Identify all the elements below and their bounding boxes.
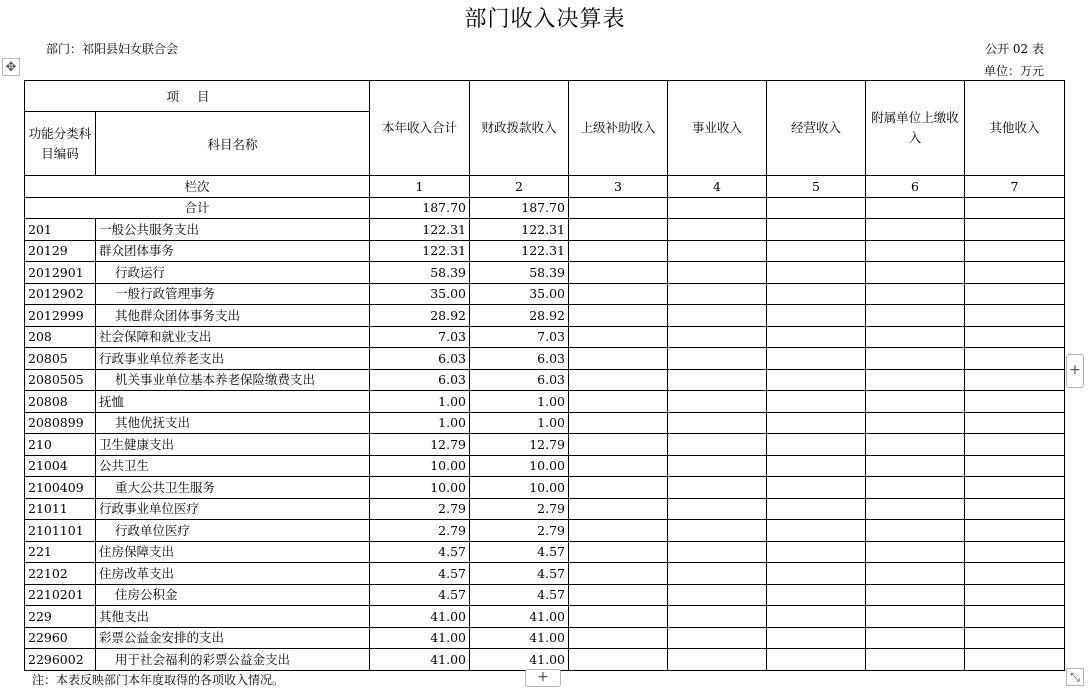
empty-cell	[767, 649, 866, 671]
empty-cell	[965, 219, 1065, 241]
table-row	[25, 412, 1065, 434]
header-col-5: 经营收入	[767, 81, 866, 176]
name-cell: 机关事业单位基本养老保险缴费支出	[96, 369, 370, 391]
name-cell: 一般公共服务支出	[96, 219, 370, 241]
empty-cell	[866, 391, 965, 413]
empty-cell	[569, 455, 668, 477]
header-col-6: 附属单位上缴收入	[866, 81, 965, 176]
total-income-cell: 10.00	[370, 455, 470, 477]
total-income-cell: 6.03	[370, 369, 470, 391]
column-number: 6	[866, 176, 965, 198]
table-row	[25, 391, 1065, 413]
empty-cell	[668, 283, 767, 305]
total-income-cell: 2.79	[370, 498, 470, 520]
empty-cell	[668, 197, 767, 219]
fiscal-income-cell: 12.79	[470, 434, 569, 456]
table-row	[25, 348, 1065, 370]
name-cell: 住房保障支出	[96, 541, 370, 563]
table-row	[25, 541, 1065, 563]
empty-cell	[866, 326, 965, 348]
code-cell: 2210201	[25, 584, 96, 606]
empty-cell	[569, 649, 668, 671]
name-cell: 抚恤	[96, 391, 370, 413]
add-column-button[interactable]: +	[1066, 354, 1084, 388]
footnote: 注：本表反映部门本年度取得的各项收入情况。	[32, 673, 285, 687]
unit-label: 单位：万元	[983, 64, 1044, 78]
empty-cell	[866, 563, 965, 585]
total-label: 合计	[25, 197, 370, 219]
empty-cell	[569, 606, 668, 628]
fiscal-income-cell: 1.00	[470, 412, 569, 434]
table-row	[25, 305, 1065, 327]
table-row	[25, 477, 1065, 499]
empty-cell	[866, 262, 965, 284]
empty-cell	[668, 348, 767, 370]
name-cell: 群众团体事务	[96, 240, 370, 262]
empty-cell	[668, 219, 767, 241]
empty-cell	[866, 649, 965, 671]
code-cell: 2080505	[25, 369, 96, 391]
table-row	[25, 326, 1065, 348]
empty-cell	[668, 627, 767, 649]
empty-cell	[767, 434, 866, 456]
table-row	[25, 455, 1065, 477]
code-cell: 221	[25, 541, 96, 563]
table-row	[25, 240, 1065, 262]
code-cell: 208	[25, 326, 96, 348]
name-cell: 行政单位医疗	[96, 520, 370, 542]
total-income-cell: 41.00	[370, 606, 470, 628]
table-row	[25, 283, 1065, 305]
empty-cell	[767, 627, 866, 649]
empty-cell	[965, 649, 1065, 671]
empty-cell	[965, 563, 1065, 585]
empty-cell	[569, 434, 668, 456]
total-income-cell: 2.79	[370, 520, 470, 542]
empty-cell	[866, 434, 965, 456]
fiscal-income-cell: 4.57	[470, 541, 569, 563]
name-cell: 行政事业单位医疗	[96, 498, 370, 520]
move-arrows-icon[interactable]: ✥	[2, 58, 20, 76]
code-cell: 2012902	[25, 283, 96, 305]
empty-cell	[569, 305, 668, 327]
fiscal-income-cell: 28.92	[470, 305, 569, 327]
table-row	[25, 498, 1065, 520]
table-row	[25, 520, 1065, 542]
code-cell: 2080899	[25, 412, 96, 434]
empty-cell	[965, 627, 1065, 649]
name-cell: 公共卫生	[96, 455, 370, 477]
total-income-cell: 1.00	[370, 391, 470, 413]
empty-cell	[569, 348, 668, 370]
empty-cell	[866, 541, 965, 563]
empty-cell	[866, 283, 965, 305]
name-cell: 重大公共卫生服务	[96, 477, 370, 499]
total-row	[25, 197, 1065, 219]
empty-cell	[569, 541, 668, 563]
empty-cell	[767, 369, 866, 391]
empty-cell	[767, 305, 866, 327]
empty-cell	[965, 498, 1065, 520]
empty-cell	[569, 219, 668, 241]
empty-cell	[569, 240, 668, 262]
header-col-7: 其他收入	[965, 81, 1065, 176]
name-cell: 彩票公益金安排的支出	[96, 627, 370, 649]
empty-cell	[569, 520, 668, 542]
name-cell: 用于社会福利的彩票公益金支出	[96, 649, 370, 671]
income-table	[24, 80, 1065, 671]
header-col-2: 财政拨款收入	[470, 81, 569, 176]
empty-cell	[866, 305, 965, 327]
empty-cell	[767, 262, 866, 284]
code-cell: 229	[25, 606, 96, 628]
empty-cell	[767, 520, 866, 542]
empty-cell	[668, 391, 767, 413]
table-row	[25, 434, 1065, 456]
empty-cell	[767, 477, 866, 499]
table-row	[25, 584, 1065, 606]
empty-cell	[569, 563, 668, 585]
code-cell: 20808	[25, 391, 96, 413]
empty-cell	[767, 606, 866, 628]
empty-cell	[965, 197, 1065, 219]
empty-cell	[965, 606, 1065, 628]
empty-cell	[866, 606, 965, 628]
code-cell: 201	[25, 219, 96, 241]
empty-cell	[668, 412, 767, 434]
name-cell: 卫生健康支出	[96, 434, 370, 456]
empty-cell	[866, 197, 965, 219]
empty-cell	[965, 305, 1065, 327]
empty-cell	[767, 348, 866, 370]
empty-cell	[866, 477, 965, 499]
fiscal-income-cell: 41.00	[470, 606, 569, 628]
empty-cell	[767, 412, 866, 434]
empty-cell	[569, 477, 668, 499]
empty-cell	[965, 348, 1065, 370]
empty-cell	[569, 391, 668, 413]
empty-cell	[569, 197, 668, 219]
empty-cell	[866, 412, 965, 434]
empty-cell	[569, 412, 668, 434]
resize-diagonal-icon[interactable]: ⤡	[1066, 668, 1084, 686]
table-row	[25, 606, 1065, 628]
empty-cell	[668, 262, 767, 284]
empty-cell	[965, 455, 1065, 477]
column-number: 7	[965, 176, 1065, 198]
column-number: 2	[470, 176, 569, 198]
empty-cell	[965, 369, 1065, 391]
total-income-cell: 4.57	[370, 584, 470, 606]
form-number: 公开 02 表	[985, 42, 1044, 56]
empty-cell	[569, 326, 668, 348]
name-cell: 住房公积金	[96, 584, 370, 606]
fiscal-income-cell: 7.03	[470, 326, 569, 348]
header-col-3: 上级补助收入	[569, 81, 668, 176]
total-income-cell: 41.00	[370, 649, 470, 671]
empty-cell	[866, 584, 965, 606]
code-cell: 20805	[25, 348, 96, 370]
code-cell: 2012901	[25, 262, 96, 284]
empty-cell	[767, 197, 866, 219]
total-income-cell: 7.03	[370, 326, 470, 348]
code-cell: 210	[25, 434, 96, 456]
code-cell: 2100409	[25, 477, 96, 499]
fiscal-income-cell: 41.00	[470, 627, 569, 649]
name-cell: 其他群众团体事务支出	[96, 305, 370, 327]
name-cell: 行政事业单位养老支出	[96, 348, 370, 370]
table-row	[25, 219, 1065, 241]
table-row	[25, 649, 1065, 671]
empty-cell	[668, 584, 767, 606]
empty-cell	[965, 477, 1065, 499]
empty-cell	[965, 326, 1065, 348]
empty-cell	[668, 498, 767, 520]
empty-cell	[965, 391, 1065, 413]
empty-cell	[668, 369, 767, 391]
empty-cell	[668, 649, 767, 671]
empty-cell	[866, 627, 965, 649]
total-income-cell: 1.00	[370, 412, 470, 434]
total-income-cell: 4.57	[370, 541, 470, 563]
empty-cell	[668, 455, 767, 477]
empty-cell	[866, 369, 965, 391]
code-cell: 2012999	[25, 305, 96, 327]
column-number: 5	[767, 176, 866, 198]
code-cell: 2101101	[25, 520, 96, 542]
empty-cell	[767, 240, 866, 262]
total-income-cell: 35.00	[370, 283, 470, 305]
empty-cell	[767, 283, 866, 305]
fiscal-income-cell: 4.57	[470, 584, 569, 606]
empty-cell	[965, 283, 1065, 305]
total-income-cell: 28.92	[370, 305, 470, 327]
empty-cell	[668, 434, 767, 456]
empty-cell	[767, 455, 866, 477]
header-col-1: 本年收入合计	[370, 81, 470, 176]
code-cell: 21004	[25, 455, 96, 477]
total-income-cell: 122.31	[370, 240, 470, 262]
column-number: 4	[668, 176, 767, 198]
column-number-label: 栏次	[25, 176, 370, 198]
column-number: 1	[370, 176, 470, 198]
empty-cell	[668, 240, 767, 262]
header-col-4: 事业收入	[668, 81, 767, 176]
empty-cell	[866, 455, 965, 477]
fiscal-income-cell: 41.00	[470, 649, 569, 671]
fiscal-income-cell: 2.79	[470, 498, 569, 520]
fiscal-income-cell: 4.57	[470, 563, 569, 585]
fiscal-income-cell: 58.39	[470, 262, 569, 284]
code-cell: 22102	[25, 563, 96, 585]
total-income-cell: 122.31	[370, 219, 470, 241]
empty-cell	[668, 563, 767, 585]
fiscal-income-cell: 1.00	[470, 391, 569, 413]
total-income-cell: 10.00	[370, 477, 470, 499]
empty-cell	[866, 348, 965, 370]
add-row-button[interactable]: +	[525, 669, 561, 687]
empty-cell	[569, 283, 668, 305]
total-income-cell: 6.03	[370, 348, 470, 370]
empty-cell	[668, 520, 767, 542]
page-title: 部门收入决算表	[464, 7, 626, 32]
empty-cell	[965, 584, 1065, 606]
empty-cell	[767, 219, 866, 241]
name-cell: 其他支出	[96, 606, 370, 628]
empty-cell	[767, 563, 866, 585]
header-code: 功能分类科目编码	[25, 112, 96, 176]
table-row	[25, 563, 1065, 585]
fiscal-income-cell: 122.31	[470, 240, 569, 262]
department-label: 部门：祁阳县妇女联合会	[46, 42, 179, 56]
empty-cell	[965, 541, 1065, 563]
empty-cell	[668, 541, 767, 563]
column-number: 3	[569, 176, 668, 198]
fiscal-income-cell: 2.79	[470, 520, 569, 542]
empty-cell	[569, 262, 668, 284]
name-cell: 一般行政管理事务	[96, 283, 370, 305]
empty-cell	[866, 520, 965, 542]
empty-cell	[767, 584, 866, 606]
empty-cell	[767, 391, 866, 413]
empty-cell	[965, 240, 1065, 262]
name-cell: 社会保障和就业支出	[96, 326, 370, 348]
name-cell: 住房改革支出	[96, 563, 370, 585]
empty-cell	[668, 606, 767, 628]
empty-cell	[965, 262, 1065, 284]
fiscal-income-cell: 10.00	[470, 477, 569, 499]
empty-cell	[965, 434, 1065, 456]
empty-cell	[569, 369, 668, 391]
table-row	[25, 627, 1065, 649]
name-cell: 行政运行	[96, 262, 370, 284]
fiscal-income-cell: 122.31	[470, 219, 569, 241]
name-cell: 其他优抚支出	[96, 412, 370, 434]
empty-cell	[668, 477, 767, 499]
empty-cell	[668, 326, 767, 348]
empty-cell	[767, 498, 866, 520]
empty-cell	[767, 326, 866, 348]
total-income-cell: 41.00	[370, 627, 470, 649]
code-cell: 21011	[25, 498, 96, 520]
empty-cell	[965, 412, 1065, 434]
table-row	[25, 369, 1065, 391]
fiscal-income-cell: 35.00	[470, 283, 569, 305]
header-name: 科目名称	[96, 112, 370, 176]
code-cell: 2296002	[25, 649, 96, 671]
empty-cell	[569, 627, 668, 649]
code-cell: 22960	[25, 627, 96, 649]
empty-cell	[767, 541, 866, 563]
fiscal-income-cell: 187.70	[470, 197, 569, 219]
total-income-cell: 187.70	[370, 197, 470, 219]
total-income-cell: 12.79	[370, 434, 470, 456]
empty-cell	[866, 498, 965, 520]
empty-cell	[569, 498, 668, 520]
total-income-cell: 4.57	[370, 563, 470, 585]
empty-cell	[866, 219, 965, 241]
empty-cell	[668, 305, 767, 327]
fiscal-income-cell: 6.03	[470, 348, 569, 370]
fiscal-income-cell: 10.00	[470, 455, 569, 477]
fiscal-income-cell: 6.03	[470, 369, 569, 391]
empty-cell	[866, 240, 965, 262]
header-item: 项目	[25, 81, 370, 112]
table-row	[25, 262, 1065, 284]
empty-cell	[965, 520, 1065, 542]
total-income-cell: 58.39	[370, 262, 470, 284]
empty-cell	[569, 584, 668, 606]
code-cell: 20129	[25, 240, 96, 262]
